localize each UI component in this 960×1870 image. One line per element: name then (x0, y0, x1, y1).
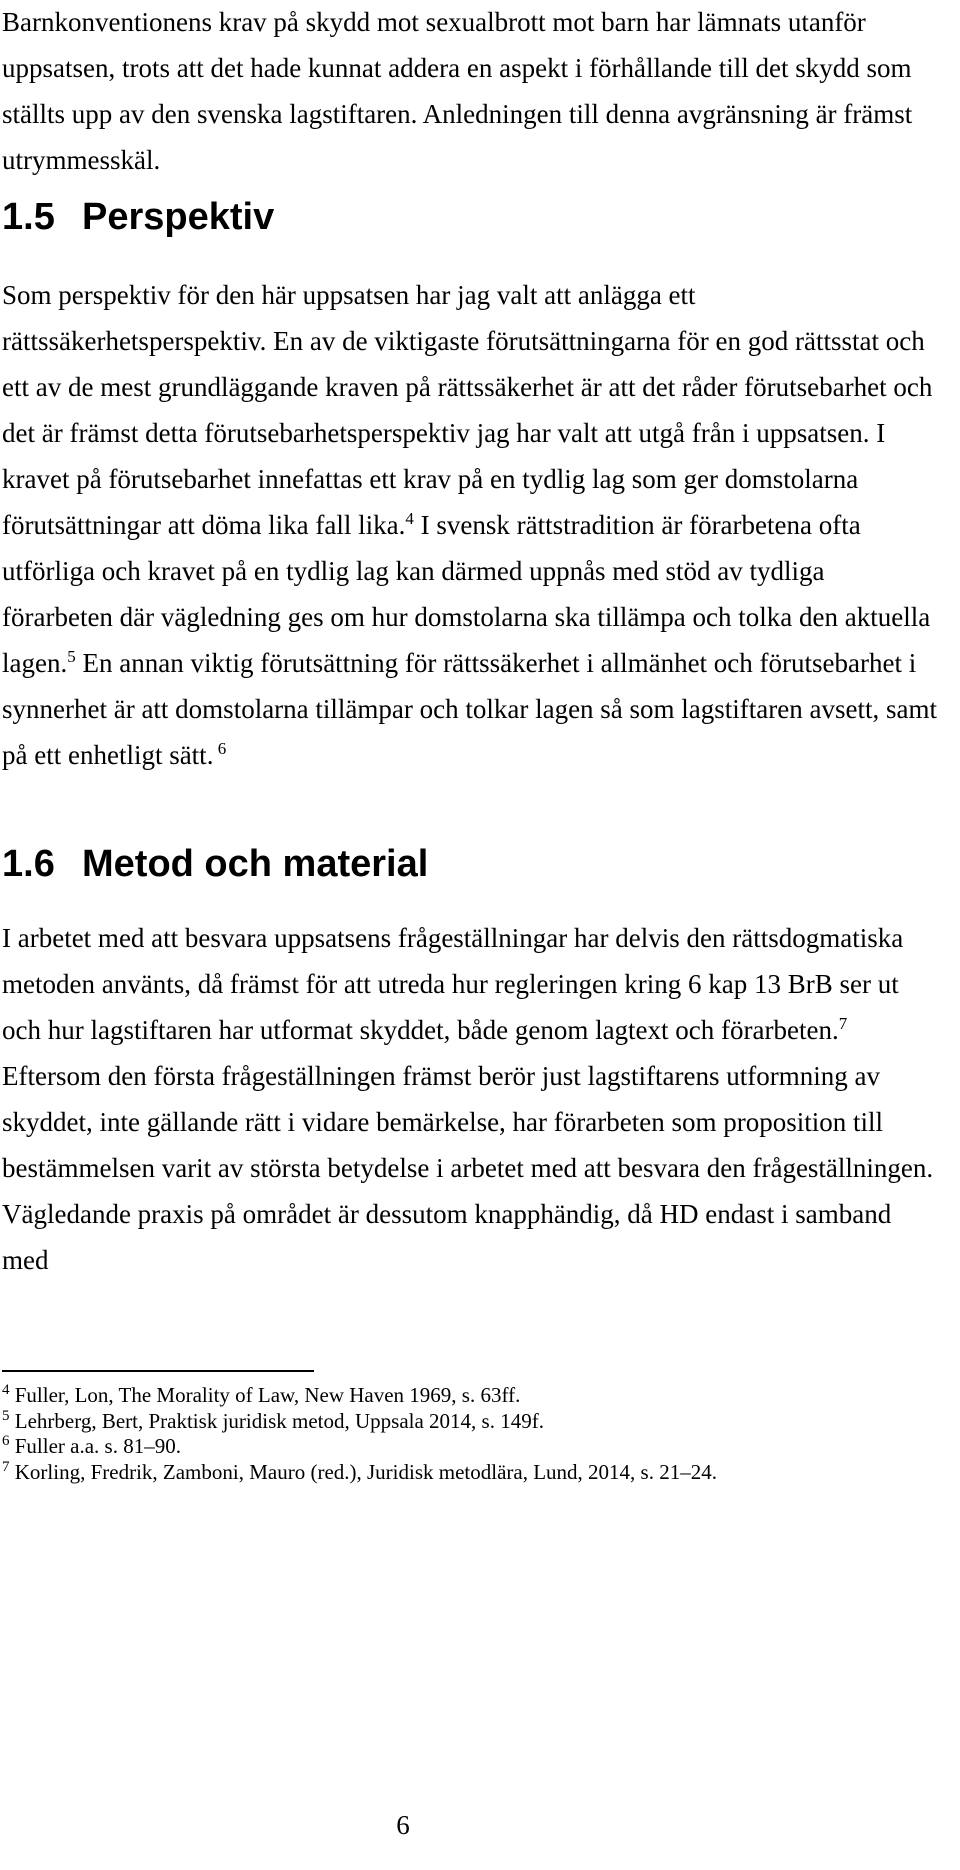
footnote-mark: 5 (2, 1407, 10, 1424)
footnote-ref-6: 6 (213, 739, 227, 758)
footnote-4 (2, 1383, 937, 1409)
footnote-6 (2, 1434, 937, 1460)
footnote-mark: 7 (2, 1458, 10, 1475)
metod-text-1: I arbetet med att besvara uppsatsens frågeställningar har delvis den rättsdogmatiska metoden använts, då främst för att utreda hur regleringen kring 6 kap 13 BrB ser ut och hur lagstiftaren har utformat skyddet, både genom lagtext och förarbeten. (2, 923, 904, 1045)
footnote-7 (2, 1460, 937, 1486)
section-heading-metod (2, 843, 428, 886)
section-number: 1.6 (2, 843, 55, 885)
footnote-text: Korling, Fredrik, Zamboni, Mauro (red.), Juridisk metodlära, Lund, 2014, s. 21–24. (9, 1459, 717, 1484)
intro-paragraph: Barnkonventionens krav på skydd mot sexualbrott mot barn har lämnats utanför uppsatsen, trots att det hade kunnat addera en aspekt i förhållande till det skydd som ställts upp av den svenska lagstiftaren. Anledningen till denna avgränsning är främst utrymmesskäl. (2, 7, 913, 175)
footnote-text: Lehrberg, Bert, Praktisk juridisk metod, Uppsala 2014, s. 149f. (9, 1408, 544, 1433)
metod-text-2: Eftersom den första frågeställningen främst berör just lagstiftarens utformning av skyddet, inte gällande rätt i vidare bemärkelse, har förarbeten som proposition till bestämmelsen varit av största betydelse i arbetet med att besvara den frågeställningen. Vägledande praxis på området är dessutom knapphändig, då HD endast i samband med (2, 1061, 934, 1275)
footnotes (2, 1383, 937, 1485)
perspektiv-text-1: Som perspektiv för den här uppsatsen har jag valt att anlägga ett rättssäkerhetsperspektiv. En av de viktigaste förutsättningarna för en god rättsstat och ett av de mest grundläggande kraven på rättssäkerhet är att det råder förutsebarhet och det är främst detta förutsebarhetsperspektiv jag har valt att utgå från i uppsatsen. I kravet på förutsebarhet innefattas ett krav på en tydlig lag som ger domstolarna förutsättningar att döma lika fall lika. (2, 280, 933, 540)
section-heading-perspektiv (2, 196, 274, 239)
metod-paragraph (2, 915, 937, 1283)
footnote-text: Fuller, Lon, The Morality of Law, New Haven 1969, s. 63ff. (9, 1383, 521, 1407)
perspektiv-text-2: I svensk rättstradition är förarbetena ofta utförliga och kravet på en tydlig lag kan därmed uppnås med stöd av tydliga förarbeten där vägledning ges om hur domstolarna ska tillämpa och tolka den aktuella lagen. (2, 510, 931, 678)
footnote-mark: 6 (2, 1433, 10, 1449)
footnote-separator (2, 1370, 314, 1372)
section-number: 1.5 (2, 196, 55, 238)
section-title: Metod och material (82, 843, 429, 885)
footnote-ref-4: 4 (405, 509, 414, 528)
footnote-text: Fuller a.a. s. 81–90. (9, 1434, 181, 1458)
footnote-5 (2, 1409, 937, 1435)
page-number: 6 (396, 1810, 410, 1840)
footnote-mark: 4 (2, 1382, 10, 1398)
footnote-ref-5: 5 (67, 647, 76, 666)
section-title: Perspektiv (82, 196, 275, 238)
footnote-ref-7: 7 (838, 1014, 848, 1033)
perspektiv-paragraph (2, 272, 937, 778)
perspektiv-text-3: En annan viktig förutsättning för rättssäkerhet i allmänhet och förutsebarhet i synnerhet är att domstolarna tillämpar och tolkar lagen så som lagstiftaren avsett, samt på ett enhetligt sätt. (2, 648, 937, 770)
